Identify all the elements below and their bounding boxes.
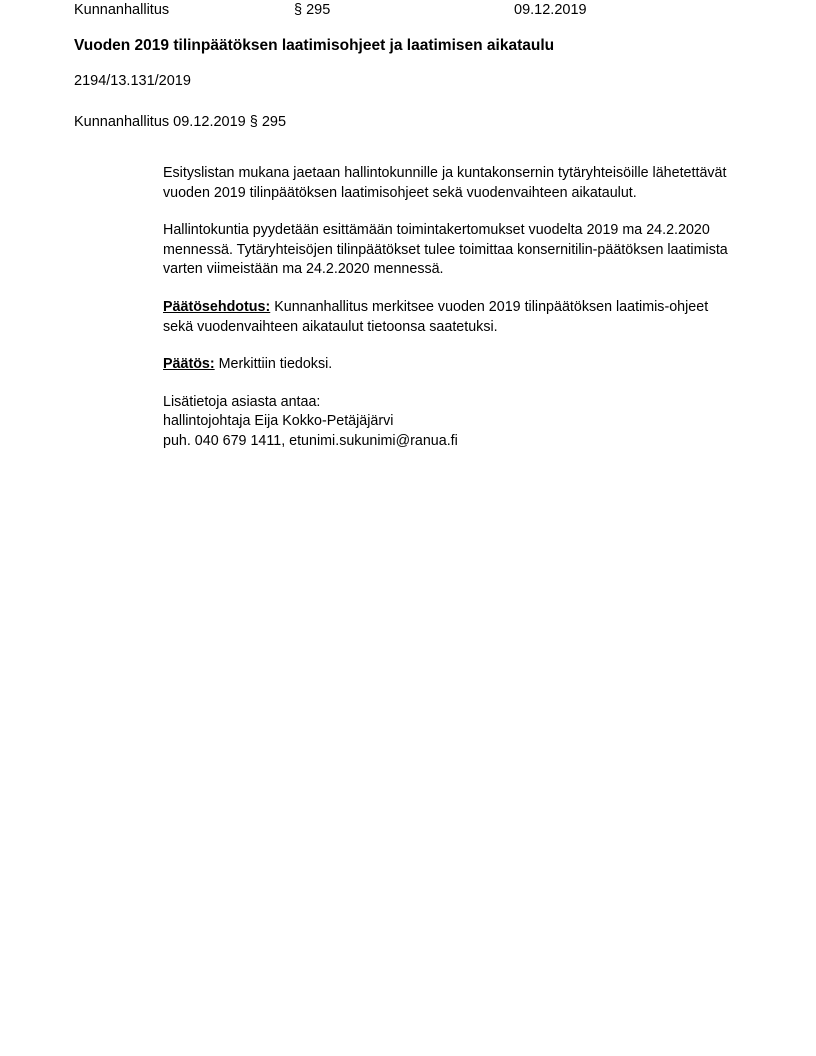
page-header — [74, 0, 734, 20]
paragraph-schedule: Hallintokuntia pyydetään esittämään toimintakertomukset vuodelta 2019 ma 24.2.2020 mennessä. Tytäryhteisöjen tilinpäätökset tulee toimittaa konsernitilin-päätöksen laatimista varten viimeistään ma 24.2.2020 mennessä. — [163, 222, 728, 278]
document-body — [163, 164, 738, 452]
paragraph-intro: Esityslistan mukana jaetaan hallintokunnille ja kuntakonsernin tytäryhteisöille lähetettävät vuoden 2019 tilinpäätöksen laatimisohjeet sekä vuodenvaihteen aikataulut. — [163, 165, 727, 201]
contact-person: hallintojohtaja Eija Kokko-Petäjäjärvi — [163, 413, 394, 430]
proposal-text: Kunnanhallitus merkitsee vuoden 2019 tilinpäätöksen laatimis-ohjeet sekä vuodenvaihteen aikataulut tietoonsa saatetuksi. — [163, 298, 709, 335]
decision-origin: Kunnanhallitus 09.12.2019 § 295 — [74, 114, 287, 130]
header-section-number: § 295 — [294, 2, 331, 18]
contact-block — [163, 393, 738, 452]
contact-intro: Lisätietoja asiasta antaa: — [163, 393, 321, 410]
header-organ: Kunnanhallitus — [74, 2, 170, 18]
paragraph-proposal — [163, 298, 738, 337]
reference-number: 2194/13.131/2019 — [74, 73, 191, 89]
page-title: Vuoden 2019 tilinpäätöksen laatimisohjeet ja laatimisen aikataulu — [74, 37, 555, 54]
contact-details: puh. 040 679 1411, etunimi.sukunimi@ranua.fi — [163, 432, 458, 449]
decision-label: Päätös: — [163, 356, 215, 373]
paragraph-decision — [163, 355, 738, 375]
header-date: 09.12.2019 — [514, 2, 587, 18]
proposal-label: Päätösehdotus: — [163, 298, 271, 315]
decision-text: Merkittiin tiedoksi. — [214, 356, 333, 373]
